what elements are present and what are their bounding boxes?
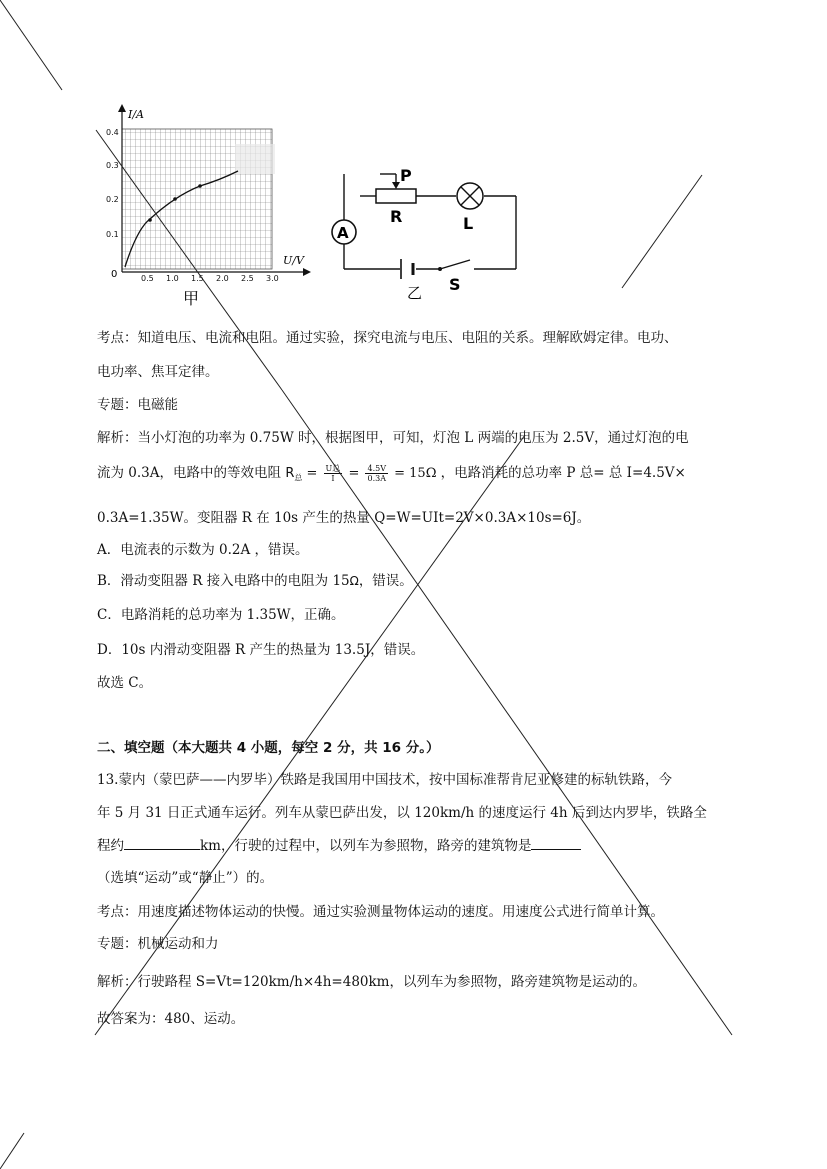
x-tick-label: 0.5 xyxy=(141,274,154,283)
x-tick-label: 1.5 xyxy=(191,274,204,283)
frac2-den: 0.3A xyxy=(367,474,386,483)
x-tick-label: 2.0 xyxy=(216,274,229,283)
diagonal-line xyxy=(622,175,702,288)
q13-stem-line4: （选填“运动”或“静止”）的。 xyxy=(97,870,274,886)
q13-kaodian: 考点：用速度描述物体运动的快慢。通过实验测量物体运动的速度。用速度公式进行简单计算。 xyxy=(97,904,664,920)
ohm-symbol: Ω xyxy=(349,574,359,588)
lamp-label: L xyxy=(463,214,474,233)
q13-jiexi: 解析：行驶路程 S=Vt=120km/h×4h=480km，以列车为参照物，路旁建筑物是运动的。 xyxy=(97,974,646,990)
q12-answer: 故选 C。 xyxy=(97,675,153,691)
diagonal-line xyxy=(282,390,732,1035)
jiexi-line2-suffix: ，电路消耗的总功率 P 总= 总 I=4.5V× xyxy=(440,465,686,481)
q12-option-d: D．10s 内滑动变阻器 R 产生的热量为 13.5J，错误。 xyxy=(97,642,425,658)
y-tick-label: 0.1 xyxy=(106,230,119,239)
diagonal-line xyxy=(95,435,525,1035)
switch-label: S xyxy=(449,275,461,294)
q12-jiexi-line3: 0.3A=1.35W。变阻器 R 在 10s 产生的热量 Q=W=UIt=2V×0.3A×10s=6J。 xyxy=(97,510,591,526)
q13-stem-line1: 13.蒙内（蒙巴萨——内罗毕）铁路是我国用中国技术，按中国标准帮肯尼亚修建的标轨铁路，今 xyxy=(97,772,672,788)
q12-kaodian-line1: 考点：知道电压、电流和电阻。通过实验，探究电流与电压、电阻的关系。理解欧姆定律。电功、 xyxy=(97,330,678,346)
q13-zhuanti: 专题：机械运动和力 xyxy=(97,936,219,952)
y-tick-label: 0.2 xyxy=(106,195,119,204)
stem-line3-middle: km，行驶的过程中，以列车为参照物，路旁的建筑物是 xyxy=(200,838,532,854)
figure-jia-caption: 甲 xyxy=(183,289,200,308)
formula-r: R xyxy=(285,466,295,481)
formula-sub: 总 xyxy=(294,473,303,483)
q12-zhuanti: 专题：电磁能 xyxy=(97,397,178,413)
x-axis-label: U/V xyxy=(283,254,304,267)
ammeter-label: A xyxy=(337,224,349,242)
frac2-num: 4.5V xyxy=(367,464,386,473)
option-b-text: B．滑动变阻器 R 接入电路中的电阻为 15 xyxy=(97,573,350,589)
option-b-tail: ，错误。 xyxy=(358,573,413,589)
formula-result: = 15Ω xyxy=(394,466,437,481)
figure-yi-caption: 乙 xyxy=(407,284,423,300)
formula-eq: = xyxy=(306,466,318,481)
q12-kaodian-line2: 电功率、焦耳定律。 xyxy=(97,364,219,380)
x-tick-label: 1.0 xyxy=(166,274,179,283)
stem-line3-prefix: 程约 xyxy=(97,838,124,854)
x-tick-label: 3.0 xyxy=(266,274,279,283)
y-tick-label: 0.3 xyxy=(106,161,119,170)
q13-answer: 故答案为：480、运动。 xyxy=(97,1011,245,1027)
q12-option-a: A．电流表的示数为 0.2A ，错误。 xyxy=(97,542,309,558)
frac1-num: U总 xyxy=(325,464,341,473)
jiexi-line2-prefix: 流为 0.3A，电路中的等效电阻 xyxy=(97,465,282,481)
rheostat-label: R xyxy=(390,207,403,226)
q13-stem-line2: 年 5 月 31 日正式通车运行。列车从蒙巴萨出发，以 120km/h 的速度运行 4h 后到达内罗毕，铁路全 xyxy=(97,805,707,821)
q12-jiexi-line1: 解析：当小灯泡的功率为 0.75W 时，根据图甲，可知，灯泡 L 两端的电压为 2.5V，通过灯泡的电 xyxy=(97,430,689,446)
formula-eq2: = xyxy=(348,466,360,481)
diagonal-line xyxy=(0,0,62,90)
slider-label: P xyxy=(400,166,412,185)
x-tick-label: 2.5 xyxy=(241,274,254,283)
q12-option-c: C．电路消耗的总功率为 1.35W，正确。 xyxy=(97,607,345,623)
diagonal-line xyxy=(96,130,282,390)
diagonal-line xyxy=(0,1133,24,1169)
y-axis-label: I/A xyxy=(128,108,144,121)
y-tick-label: 0.4 xyxy=(106,128,119,137)
frac1-den: I xyxy=(331,474,335,483)
origin-label: 0 xyxy=(111,269,118,280)
section2-heading: 二、填空题（本大题共 4 小题，每空 2 分，共 16 分。） xyxy=(97,740,440,756)
